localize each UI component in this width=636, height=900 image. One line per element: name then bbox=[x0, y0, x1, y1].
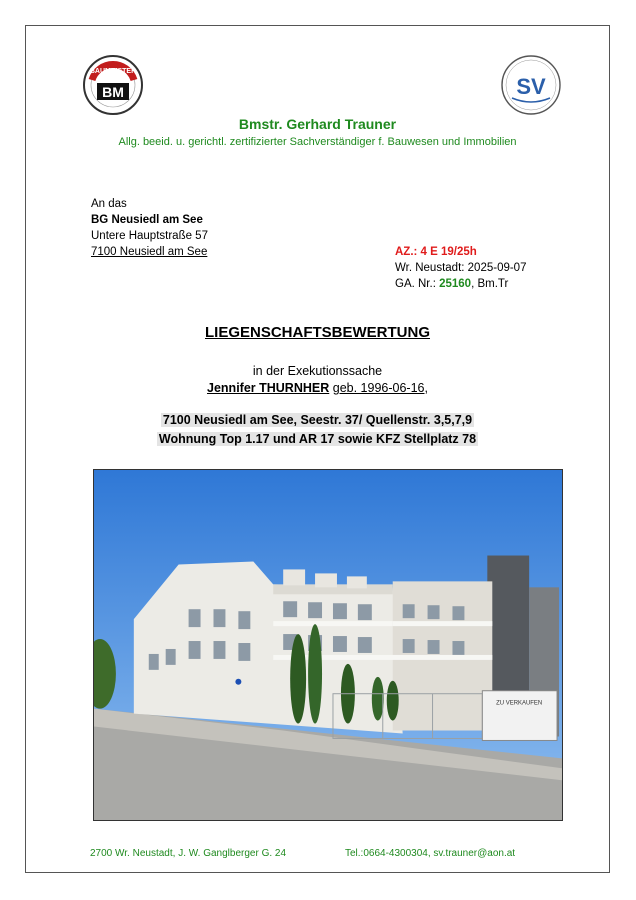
baumeister-logo bbox=[82, 54, 144, 116]
property-address: 7100 Neusiedl am See, Seestr. 37/ Quellenstr. 3,5,7,9 bbox=[162, 413, 473, 427]
property-photo bbox=[93, 469, 563, 821]
svg-text:BAUMEISTER: BAUMEISTER bbox=[89, 68, 137, 75]
place-date: Wr. Neustadt: 2025-09-07 bbox=[395, 262, 527, 274]
case-description bbox=[26, 363, 609, 397]
expert-name: Bmstr. Gerhard Trauner bbox=[238, 116, 397, 132]
party-name: Jennifer THURNHER bbox=[207, 381, 330, 395]
footer-contact: Tel.:0664-4300304, sv.trauner@aon.at bbox=[345, 848, 516, 859]
recipient-intro: An das bbox=[91, 198, 127, 210]
case-line: in der Exekutionssache bbox=[252, 364, 383, 378]
expert-title: Allg. beeid. u. gerichtl. zertifizierter Sachverständiger f. Bauwesen und Immobilien bbox=[118, 136, 517, 148]
property-units: Wohnung Top 1.17 und AR 17 sowie KFZ Stellplatz 78 bbox=[158, 432, 477, 446]
report-number-value: 25160 bbox=[439, 278, 472, 290]
footer-address: 2700 Wr. Neustadt, J. W. Ganglberger G. 24 bbox=[90, 848, 287, 859]
recipient-street: Untere Hauptstraße 57 bbox=[91, 230, 208, 242]
report-number bbox=[395, 276, 526, 292]
party-comma: , bbox=[424, 381, 428, 395]
property-description bbox=[26, 411, 609, 449]
report-number-label: GA. Nr.: bbox=[395, 278, 440, 290]
party-dob: geb. 1996-06-16 bbox=[332, 381, 425, 395]
photo-sign-text: ZU VERKAUFEN bbox=[496, 700, 543, 707]
report-number-suffix: , Bm.Tr bbox=[471, 278, 509, 290]
recipient-city: 7100 Neusiedl am See bbox=[91, 246, 208, 258]
recipient-court: BG Neusiedl am See bbox=[91, 214, 203, 226]
document-page bbox=[25, 25, 610, 873]
document-title: LIEGENSCHAFTSBEWERTUNG bbox=[205, 324, 430, 341]
case-number: AZ.: 4 E 19/25h bbox=[395, 246, 477, 258]
sv-logo bbox=[500, 54, 562, 116]
party-line bbox=[26, 380, 609, 397]
svg-text:SV: SV bbox=[516, 74, 546, 99]
svg-text:BM: BM bbox=[102, 84, 124, 100]
recipient-address bbox=[91, 196, 208, 260]
reference-block bbox=[395, 244, 526, 292]
footer bbox=[90, 848, 516, 859]
